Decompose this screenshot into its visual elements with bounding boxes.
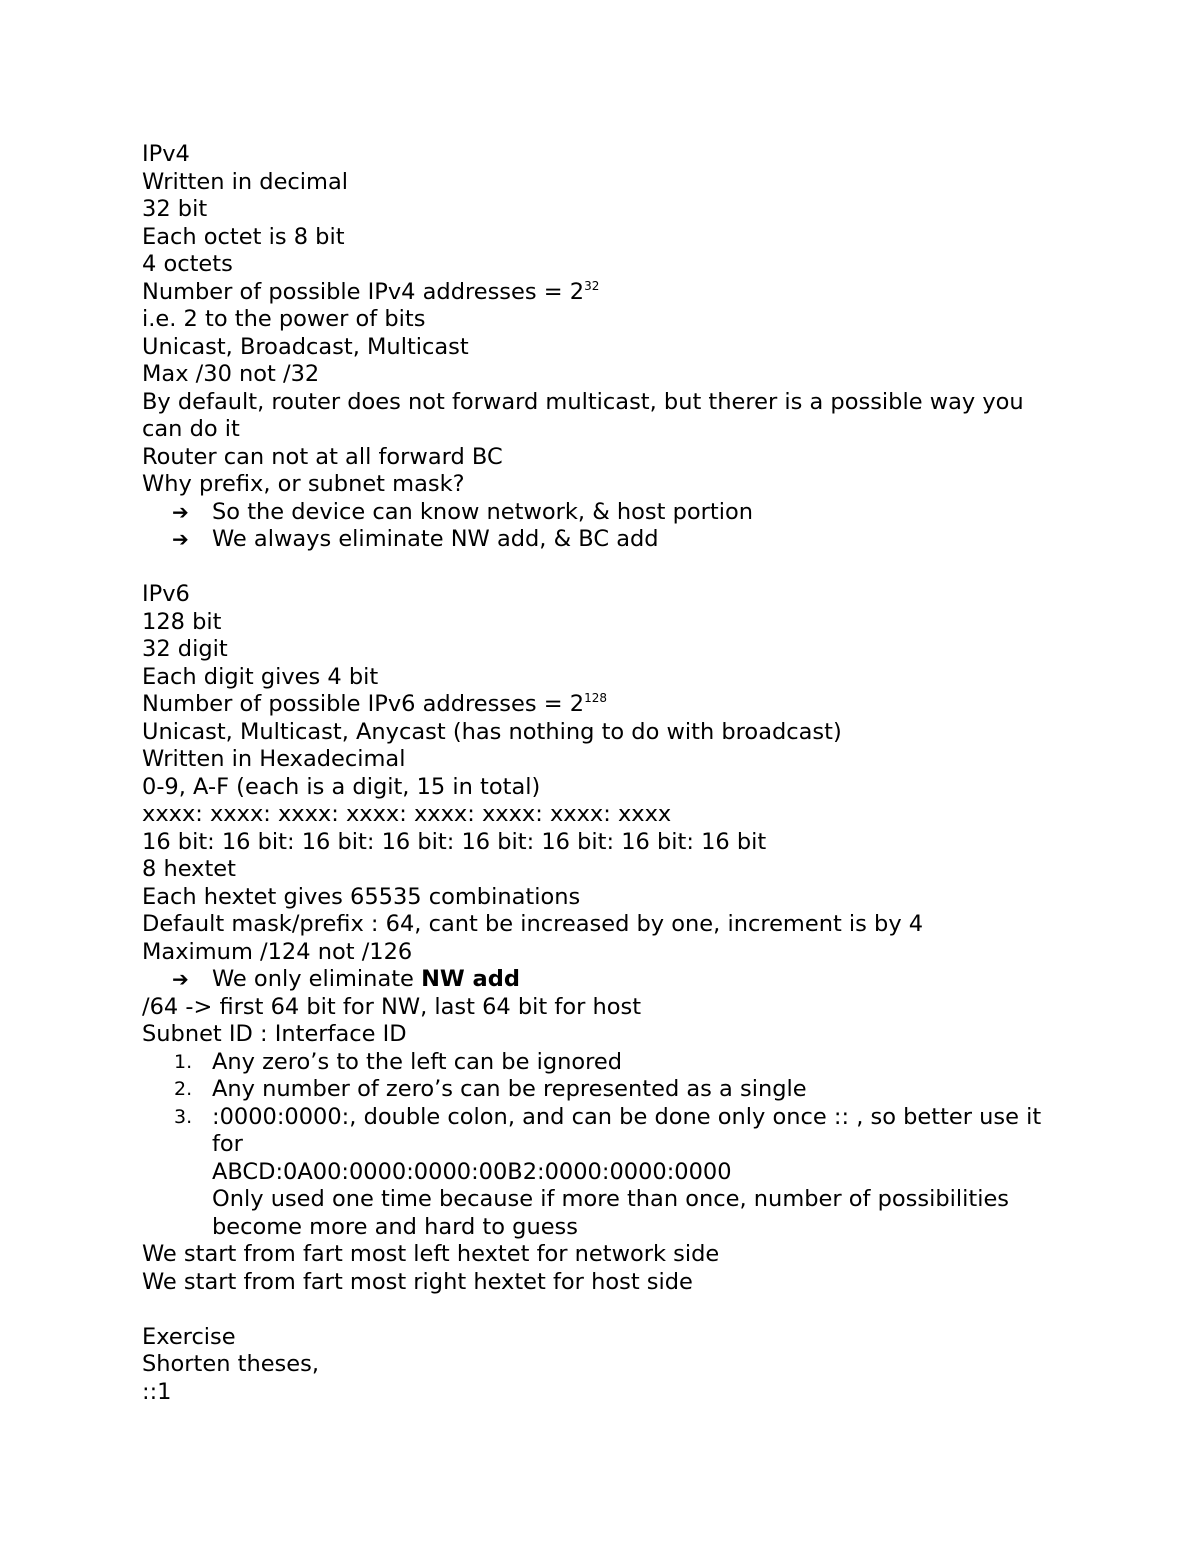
ipv6-line: xxxx: xxxx: xxxx: xxxx: xxxx: xxxx: xxxx: xxxx (142, 801, 672, 827)
ipv6-line: /64 -> first 64 bit for NW, last 64 bit for host (142, 993, 642, 1020)
numbered-item (142, 1104, 1072, 1242)
ipv6-bullet-item (142, 966, 1072, 994)
ipv4-line: Max /30 not /32 (142, 361, 320, 387)
right-arrow-icon: ➔ (172, 967, 189, 991)
exercise-heading: Exercise (142, 1323, 236, 1350)
ipv6-line: Each hextet gives 65535 combinations (142, 883, 581, 910)
blank-line (142, 554, 1072, 582)
ipv6-bullet-text (212, 966, 520, 994)
exercise-line: Shorten theses, (142, 1351, 320, 1377)
numbered-item-text: Any number of zero’s can be represented as a single (212, 1076, 807, 1102)
ipv4-line: Each octet is 8 bit (142, 223, 345, 250)
ipv6-line: Default mask/prefix : 64, cant be increased by one, increment is by 4 (142, 911, 924, 937)
ipv6-possible-addresses (142, 691, 1072, 719)
ipv6-line: We start from fart most right hextet for host side (142, 1268, 693, 1295)
ipv6-line: Maximum /124 not /126 (142, 938, 413, 965)
ipv4-line: Router can not at all forward BC (142, 443, 503, 470)
numbered-item-number: 1. (174, 1050, 193, 1073)
ipv6-bullet-plain: We only eliminate (212, 966, 422, 992)
ipv4-possible-text: Number of possible IPv4 addresses = 2 (142, 278, 585, 305)
ipv4-line: Why prefix, or subnet mask? (142, 471, 465, 497)
ipv4-line: Unicast, Broadcast, Multicast (142, 333, 469, 360)
ipv4-bullet-text: We always eliminate NW add, & BC add (212, 526, 659, 552)
numbered-item-body (212, 1104, 1072, 1242)
numbered-item-note: Only used one time because if more than once, number of possibilities become more and hard to guess (212, 1186, 1010, 1240)
ipv6-possible-exponent: 128 (584, 691, 607, 705)
ipv6-line: We start from fart most left hextet for network side (142, 1241, 720, 1267)
ipv6-line: Subnet ID : Interface ID (142, 1021, 407, 1047)
numbered-item-number: 2. (174, 1078, 193, 1100)
document-page (142, 141, 1072, 1406)
ipv4-heading: IPv4 (142, 141, 190, 167)
ipv6-line: Written in Hexadecimal (142, 746, 406, 772)
ipv6-line: Each digit gives 4 bit (142, 663, 379, 690)
numbered-item-text: :0000:0000:, double colon, and can be done only once :: , so better use it for (212, 1103, 1042, 1157)
ipv4-line: i.e. 2 to the power of bits (142, 306, 426, 332)
ipv6-line: Unicast, Multicast, Anycast (has nothing to do with broadcast) (142, 718, 842, 745)
exercise-line: ::1 (142, 1378, 172, 1405)
ipv6-line: 0-9, A-F (each is a digit, 15 in total) (142, 773, 541, 800)
ipv6-heading: IPv6 (142, 581, 190, 607)
ipv4-bullet-item (142, 526, 1072, 554)
numbered-item (142, 1049, 1072, 1077)
ipv4-possible-addresses (142, 279, 1072, 307)
ipv4-line: 32 bit (142, 196, 208, 222)
ipv6-line: 128 bit (142, 608, 222, 635)
ipv4-possible-exponent: 32 (584, 278, 600, 293)
numbered-item-example: ABCD:0A00:0000:0000:00B2:0000:0000:0000 (212, 1158, 732, 1185)
numbered-item-text: Any zero’s to the left can be ignored (212, 1048, 623, 1075)
ipv6-line: 8 hextet (142, 856, 236, 882)
ipv4-line: By default, router does not forward multicast, but therer is a possible way you can do it (142, 388, 1024, 442)
ipv6-possible-text: Number of possible IPv6 addresses = 2 (142, 691, 585, 717)
ipv4-line: Written in decimal (142, 168, 349, 195)
blank-line (142, 1296, 1072, 1324)
ipv4-bullet-item (142, 499, 1072, 527)
right-arrow-icon: ➔ (172, 499, 189, 524)
numbered-item (142, 1076, 1072, 1104)
ipv6-line: 16 bit: 16 bit: 16 bit: 16 bit: 16 bit: 16 bit: 16 bit: 16 bit (142, 828, 767, 855)
ipv4-line: 4 octets (142, 251, 233, 277)
ipv6-line: 32 digit (142, 636, 228, 662)
ipv6-bullet-bold: NW add (421, 966, 520, 992)
right-arrow-icon: ➔ (172, 527, 189, 551)
ipv4-bullet-text: So the device can know network, & host portion (212, 498, 754, 525)
numbered-item-number: 3. (174, 1105, 193, 1128)
